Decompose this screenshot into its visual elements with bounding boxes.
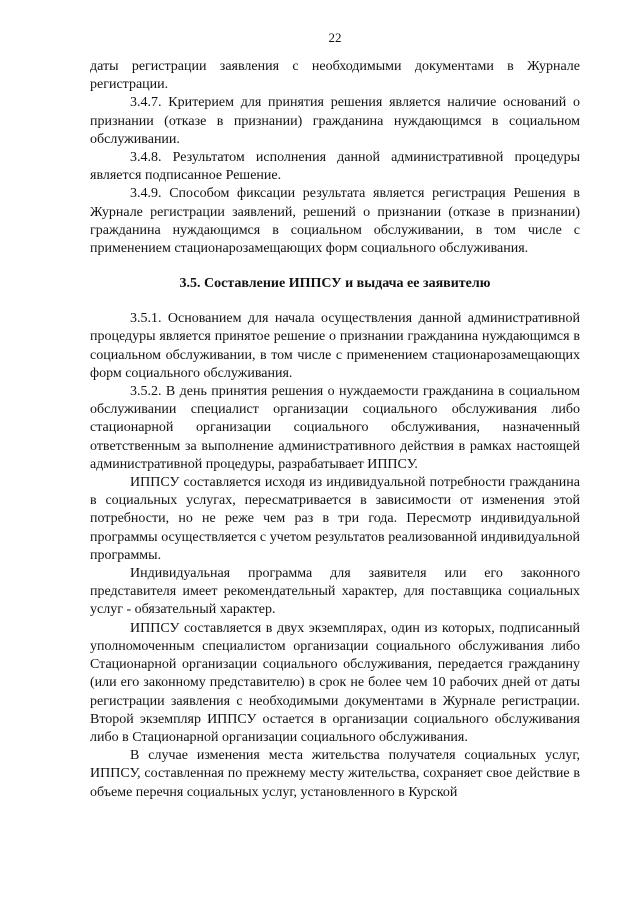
- paragraph: 3.4.7. Критерием для принятия решения является наличие оснований о признании (отказе в признании) гражданина нуждающимся в социальном обслуживании.: [90, 95, 580, 147]
- paragraphs-before: [90, 58, 580, 258]
- paragraph: 3.4.8. Результатом исполнения данной административной процедуры является подписанное Решение.: [90, 150, 580, 184]
- paragraph: 3.5.1. Основанием для начала осуществления данной административной процедуры является принятое решение о признании гражданина нуждающимся в социальном обслуживании, в том числе с применением стационарозамещающих форм социального обслуживания.: [90, 311, 580, 381]
- paragraph: 3.4.9. Способом фиксации результата является регистрация Решения в Журнале регистрации заявлений, решений о признании (отказе в признании) гражданина нуждающимся в социальном обслуживании, в том числе с применением стационарозамещающих форм социального обслуживания.: [90, 186, 580, 257]
- document-page: [90, 30, 580, 802]
- paragraph: даты регистрации заявления с необходимыми документами в Журнале регистрации.: [90, 59, 580, 93]
- paragraph: 3.5.2. В день принятия решения о нуждаемости гражданина в социальном обслуживании специалист организации социального обслуживания либо стационарной организации социального обслуживания, назначенный ответственным за выполнение административного действия в рамках настоящей административной процедуры, разрабатывает ИППСУ.: [90, 384, 580, 472]
- paragraphs-after: [90, 310, 580, 801]
- paragraph: ИППСУ составляется исходя из индивидуальной потребности гражданина в социальных услугах, пересматривается в зависимости от изменения этой потребности, но не реже чем раз в три года. Пересмотр индивидуальной программы осуществляется с учетом результатов реализованной индивидуальной программы.: [90, 475, 580, 563]
- paragraph: В случае изменения места жительства получателя социальных услуг, ИППСУ, составленная по прежнему месту жительства, сохраняет свое действие в объеме перечня социальных услуг, установленного в Курской: [90, 748, 580, 800]
- page-number: 22: [328, 30, 342, 45]
- section-heading: 3.5. Составление ИППСУ и выдача ее заявителю: [179, 276, 491, 292]
- paragraph: Индивидуальная программа для заявителя или его законного представителя имеет рекомендательный характер, для поставщика социальных услуг - обязательный характер.: [90, 566, 580, 618]
- paragraph: ИППСУ составляется в двух экземплярах, один из которых, подписанный уполномоченным специалистом организации социального обслуживания либо Стационарной организации социального обслуживания, передается гражданину (или его законному представителю) в срок не более чем 10 рабочих дней от даты регистрации заявления с необходимыми документами в Журнале регистрации. Второй экземпляр ИППСУ остается в организации социального обслуживания либо в Стационарной организации социального обслуживания.: [90, 620, 580, 745]
